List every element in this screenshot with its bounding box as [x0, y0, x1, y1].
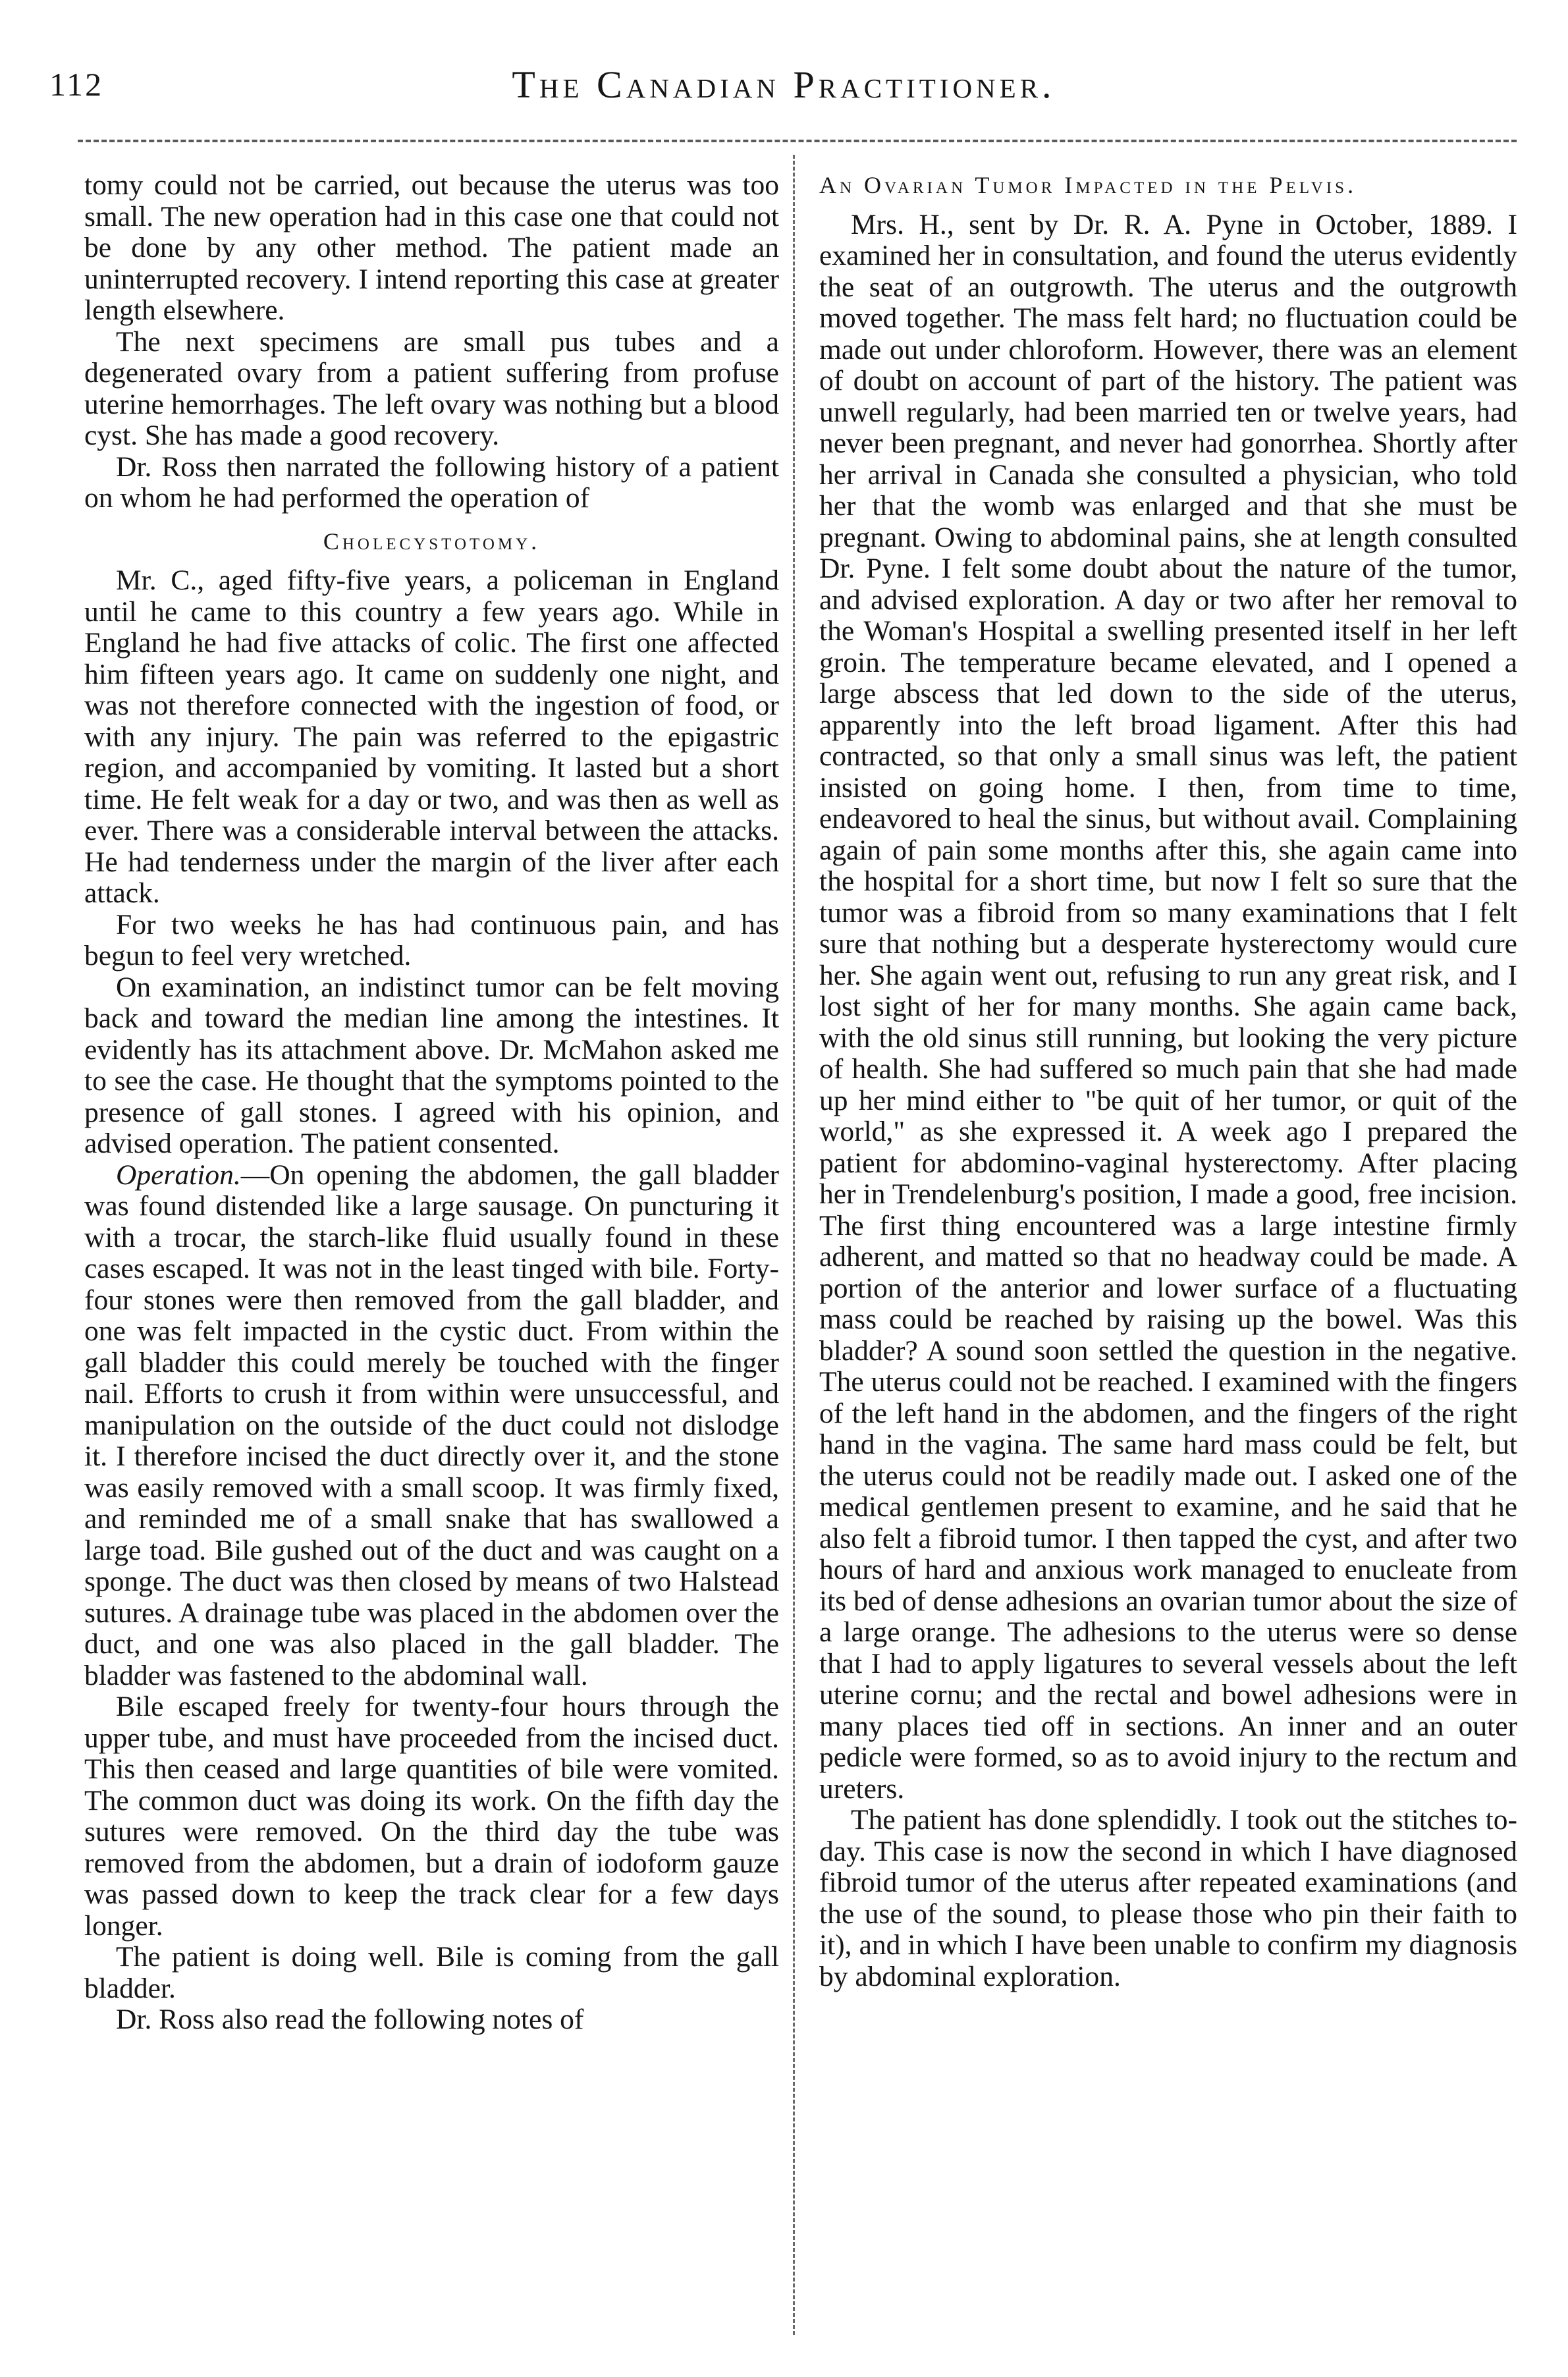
right-column	[819, 170, 1517, 1992]
paragraph: Bile escaped freely for twenty-four hours through the upper tube, and must have proceeded from the incised duct. This then ceased and large quantities of bile were vomited. The common duct was doing its work. On the fifth day the sutures were removed. On the third day the tube was removed from the abdomen, but a drain of iodoform gauze was passed down to keep the track clear for a few days longer.	[84, 1691, 779, 1942]
paragraph: Dr. Ross then narrated the following history of a patient on whom he had performed the operation of	[84, 451, 779, 514]
paragraph: The patient is doing well. Bile is coming from the gall bladder.	[84, 1941, 779, 2004]
section-heading-ovarian-tumor: An Ovarian Tumor Impacted in the Pelvis.	[819, 172, 1357, 198]
left-column	[84, 170, 779, 2036]
page-number: 112	[49, 66, 104, 103]
operation-lead-word: Operation.	[116, 1159, 241, 1191]
paragraph: Mr. C., aged fifty-five years, a policeman in England until he came to this country a few years ago. While in England he had five attacks of colic. The first one affected him fifteen years ago. It came on suddenly one night, and was not therefore connected with the ingestion of food, or with any injury. The pain was referred to the epigastric region, and accompanied by vomiting. It lasted but a short time. He felt weak for a day or two, and was then as well as ever. There was a considerable interval between the attacks. He had tenderness under the margin of the liver after each attack.	[84, 564, 779, 909]
section-heading-cholecystotomy: Cholecystotomy.	[323, 528, 541, 555]
paragraph: Dr. Ross also read the following notes of	[116, 2004, 584, 2035]
paragraph: On examination, an indistinct tumor can be felt moving back and toward the median line among the intestines. It evidently has its attachment above. Dr. McMahon asked me to see the case. He thought that the symptoms pointed to the presence of gall stones. I agreed with his opinion, and advised operation. The patient consented.	[84, 971, 779, 1159]
header-rule	[78, 140, 1517, 142]
paragraph: Mrs. H., sent by Dr. R. A. Pyne in October, 1889. I examined her in consultation, and found the uterus evidently the seat of an outgrowth. The uterus and the outgrowth moved together. The mass felt hard; no fluctuation could be made out under chloroform. However, there was an element of doubt on account of part of the history. The patient was unwell regularly, had been married ten or twelve years, had never been pregnant, and never had gonorrhea. Shortly after her arrival in Canada she consulted a physician, who told her that the womb was enlarged and that she must be pregnant. Owing to abdominal pains, she at length consulted Dr. Pyne. I felt some doubt about the nature of the tumor, and advised exploration. A day or two after her removal to the Woman's Hospital a swelling presented itself in her left groin. The temperature became elevated, and I opened a large abscess that led down to the side of the uterus, apparently into the left broad ligament. After this had contracted, so that only a small sinus was left, the patient insisted on going home. I then, from time to time, endeavored to heal the sinus, but without avail. Complaining again of pain some months after this, she again came into the hospital for a short time, but now I felt so sure that the tumor was a fibroid from so many examinations that I felt sure that nothing but a desperate hysterectomy would cure her. She again went out, refusing to run any great risk, and I lost sight of her for many months. She again came back, with the old sinus still running, but looking the very picture of health. She had suffered so much pain that she had made up her mind either to "be quit of her tumor, or quit of the world," as she expressed it. A week ago I prepared the patient for abdomino-vaginal hysterectomy. After placing her in Trendelenburg's position, I made a good, free incision. The first thing encountered was a large intestine firmly adherent, and matted so that no headway could be made. A portion of the anterior and lower surface of a fluctuating mass could be reached by raising up the bowel. Was this bladder? A sound soon settled the question in the negative. The uterus could not be reached. I examined with the fingers of the left hand in the abdomen, and the fingers of the right hand in the vagina. The same hard mass could be felt, but the uterus could not be readily made out. I asked one of the medical gentlemen present to examine, and he said that he also felt a fibroid tumor. I then tapped the cyst, and after two hours of hard and anxious work managed to enucleate from its bed of dense adhesions an ovarian tumor about the size of a large orange. The adhesions to the uterus were so dense that I had to apply ligatures to several vessels about the left uterine cornu; and the rectal and bowel adhesions were in many places tied off in sections. An inner and an outer pedicle were formed, so as to avoid injury to the rectum and ureters.	[819, 208, 1517, 1805]
paragraph: For two weeks he has had continuous pain, and has begun to feel very wretched.	[84, 908, 779, 971]
column-divider	[793, 155, 795, 2335]
paragraph: The next specimens are small pus tubes and a degenerated ovary from a patient suffering from profuse uterine hemorrhages. The left ovary was nothing but a blood cyst. She has made a good recovery.	[84, 325, 779, 451]
operation-text: —On opening the abdomen, the gall bladder was found distended like a large sausage. On puncturing it with a trocar, the starch-like fluid usually found in these cases escaped. It was not in the least tinged with bile. Forty-four stones were then removed from the gall bladder, and one was felt impacted in the cystic duct. From within the gall bladder this could merely be touched with the finger nail. Efforts to crush it from within were unsuccessful, and manipulation on the outside of the duct could not dislodge it. I therefore incised the duct directly over it, and the stone was easily removed with a small scoop. It was firmly fixed, and reminded me of a small snake that has swallowed a large toad. Bile gushed out of the duct and was caught on a sponge. The duct was then closed by means of two Halstead sutures. A drainage tube was placed in the abdomen over the duct, and one was also placed in the gall bladder. The bladder was fastened to the abdominal wall.	[84, 1159, 779, 1691]
paragraph: The patient has done splendidly. I took out the stitches to-day. This case is now the second in which I have diagnosed fibroid tumor of the uterus after repeated examinations (and the use of the sound, to please those who pin their faith to it), and in which I have been unable to confirm my diagnosis by abdominal exploration.	[819, 1804, 1517, 1992]
paragraph-operation	[84, 1160, 779, 1692]
page-header	[49, 63, 1518, 115]
running-title: The Canadian Practitioner.	[512, 63, 1056, 106]
paragraph: tomy could not be carried, out because the uterus was too small. The new operation had in this case one that could not be done by any other method. The patient made an uninterrupted recovery. I intend reporting this case at greater length elsewhere.	[84, 169, 779, 326]
